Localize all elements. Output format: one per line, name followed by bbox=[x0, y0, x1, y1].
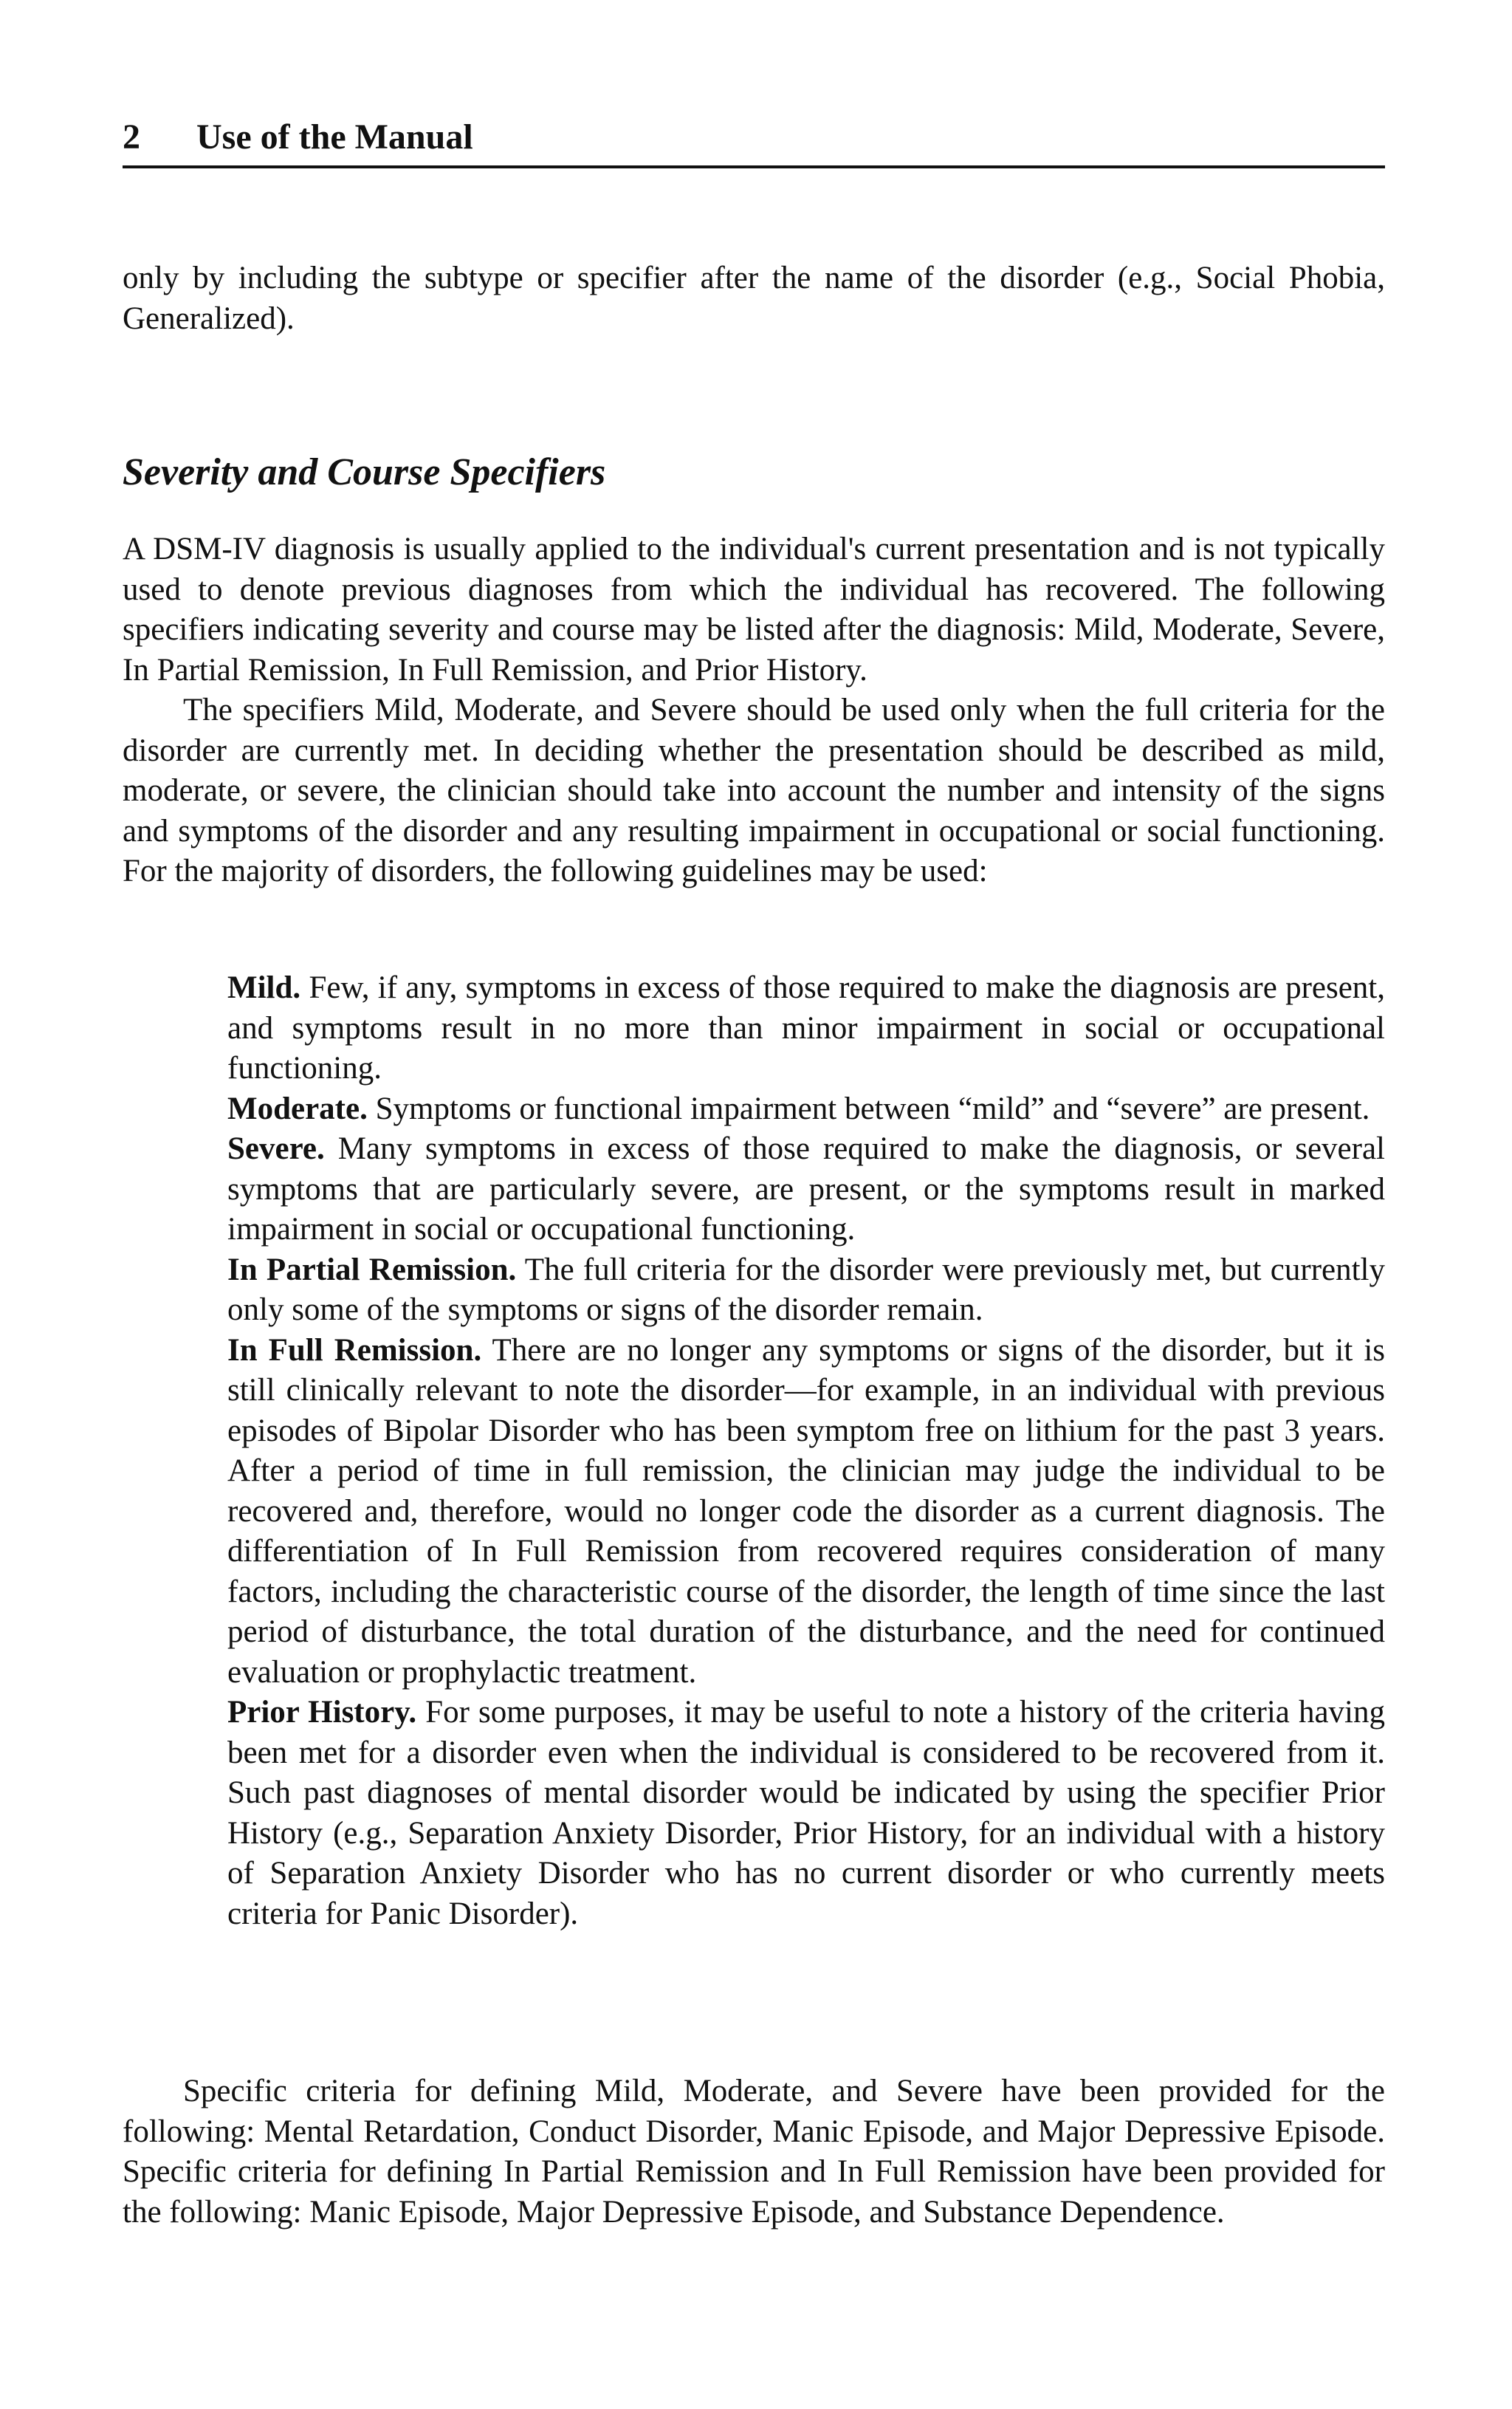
definition-text: Few, if any, symptoms in excess of those required to make the diagnosis are present, and symptoms result in no more than minor impairment in social or occupational functioning. bbox=[227, 970, 1386, 1086]
paragraph: only by including the subtype or specifier after the name of the disorder (e.g., Social Phobia, Generalized). bbox=[123, 261, 1385, 336]
definition-text: For some purposes, it may be useful to note a history of the criteria having been met for a disorder even when the individual is considered to be recovered from it. Such past diagnoses of mental disorder would be indicated by using the specifier Prior History (e.g., Separation Anxiety Disorder, Prior History, for an individual with a history of Separation Anxiety Disorder who has no current disorder or who currently meets criteria for Panic Disorder). bbox=[227, 1695, 1385, 1931]
header-rule bbox=[123, 165, 1385, 168]
definition-term: Mild. bbox=[227, 970, 301, 1005]
closing-paragraph bbox=[123, 2072, 1385, 2232]
definition-term: In Full Remission. bbox=[227, 1332, 482, 1368]
definition-term: Moderate. bbox=[227, 1091, 368, 1126]
definition-text: The full criteria for the disorder were previously met, but currently only some of the symptoms or signs of the disorder remain. bbox=[227, 1252, 1385, 1327]
running-head bbox=[123, 115, 1385, 160]
definition-term: In Partial Remission. bbox=[227, 1252, 517, 1287]
running-title: Use of the Manual bbox=[196, 117, 473, 157]
paragraph: The specifiers Mild, Moderate, and Severe should be used only when the full criteria for the disorder are currently met. In deciding whether the presentation should be described as mild, moderate, or severe, the clinician should take into account the number and intensity of the signs and symptoms of the disorder and any resulting impairment in occupational or social functioning. For the majority of disorders, the following guidelines may be used: bbox=[123, 693, 1385, 888]
definition-partial-remission bbox=[227, 1250, 1385, 1331]
definition-full-remission bbox=[227, 1331, 1385, 1693]
specifier-definitions bbox=[227, 968, 1385, 1934]
definition-moderate bbox=[227, 1089, 1385, 1130]
paragraph: Specific criteria for defining Mild, Moderate, and Severe have been provided for the following: Mental Retardation, Conduct Disorder, Manic Episode, and Major Depressive Episode. Specific criteria for defining In Partial Remission and In Full Remission have been provided for the following: Manic Episode, Major Depressive Episode, and Substance Dependence. bbox=[123, 2074, 1385, 2230]
definition-text: Symptoms or functional impairment between “mild” and “severe” are present. bbox=[375, 1091, 1370, 1126]
section-heading: Severity and Course Specifiers bbox=[123, 451, 606, 493]
definition-term: Prior History. bbox=[227, 1695, 417, 1730]
definition-severe bbox=[227, 1129, 1385, 1250]
definition-text: Many symptoms in excess of those required to make the diagnosis, or several symptoms that are particularly severe, are present, or the symptoms result in marked impairment in social or occupational functioning. bbox=[227, 1131, 1385, 1247]
page-number: 2 bbox=[123, 117, 140, 157]
section-intro bbox=[123, 530, 1385, 892]
definition-text: There are no longer any symptoms or signs of the disorder, but it is still clinically relevant to note the disorder—for example, in an individual with previous episodes of Bipolar Disorder who has been symptom free on lithium for the past 3 years. After a period of time in full remission, the clinician may judge the individual to be recovered and, therefore, would no longer code the disorder as a current diagnosis. The differentiation of In Full Remission from recovered requires consideration of many factors, including the characteristic course of the disorder, the length of time since the last period of disturbance, the total duration of the disturbance, and the need for continued evaluation or prophylactic treatment. bbox=[227, 1332, 1385, 1690]
definition-prior-history bbox=[227, 1693, 1385, 1934]
paragraph: A DSM-IV diagnosis is usually applied to the individual's current presentation and is not typically used to denote previous diagnoses from which the individual has recovered. The following specifiers indicating severity and course may be listed after the diagnosis: Mild, Moderate, Severe, In Partial Remission, In Full Remission, and Prior History. bbox=[123, 532, 1385, 688]
definition-mild bbox=[227, 968, 1385, 1089]
definition-term: Severe. bbox=[227, 1131, 325, 1166]
continuation-paragraph bbox=[123, 258, 1385, 339]
